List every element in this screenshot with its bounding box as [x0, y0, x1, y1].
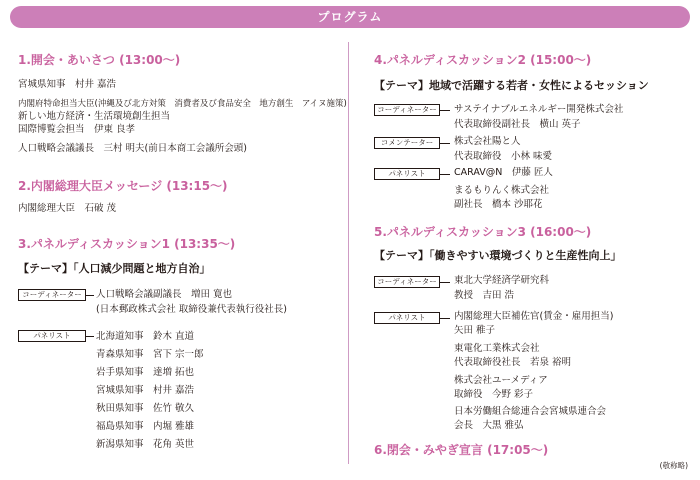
panelist-label: パネリスト [374, 168, 440, 180]
s1-line: 新しい地方経済・生活環境創生担当 [18, 111, 171, 122]
s4-panel-line: まるもりんく株式会社 [454, 185, 550, 196]
s5-panel-line: 代表取締役社長 若泉 裕明 [454, 357, 572, 368]
s3-panel-line: 岩手県知事 達増 拓也 [96, 367, 195, 378]
program-banner: プログラム [10, 6, 690, 28]
section-2-title: 2.内閣総理大臣メッセージ (13:15〜) [18, 179, 228, 193]
panelist-label: パネリスト [18, 330, 86, 342]
s1-line: 宮城県知事 村井 嘉浩 [18, 79, 117, 90]
s5-panel-line: 取締役 今野 彩子 [454, 389, 534, 400]
label-rule [86, 336, 94, 337]
s4-comment-line: 代表取締役 小林 味愛 [454, 151, 553, 162]
s3-panel-line: 青森県知事 宮下 宗一郎 [96, 349, 204, 360]
s5-panel-line: 内閣総理大臣補佐官(賃金・雇用担当) [454, 311, 614, 322]
panelist-label: パネリスト [374, 312, 440, 324]
s3-panel-line: 福島県知事 内堀 雅雄 [96, 421, 195, 432]
s1-line: 人口戦略会議議長 三村 明夫(前日本商工会議所会頭) [18, 143, 247, 154]
section-6-title: 6.閉会・みやぎ宣言 (17:05〜) [374, 443, 549, 457]
s3-theme: 【テーマ】「人口減少問題と地方自治」 [18, 262, 211, 275]
coordinator-label: コーディネーター [374, 104, 440, 116]
label-rule [440, 282, 450, 283]
s5-panel-line: 東電化工業株式会社 [454, 343, 540, 354]
s3-coord-line: (日本郵政株式会社 取締役兼代表執行役社長) [96, 304, 287, 315]
s5-coord-line: 東北大学経済学研究科 [454, 275, 550, 286]
s3-coord-line: 人口戦略会議副議長 増田 寛也 [96, 289, 233, 300]
s2-line: 内閣総理大臣 石破 茂 [18, 203, 117, 214]
s1-line: 内閣府特命担当大臣(沖縄及び北方対策 消費者及び食品安全 地方創生 アイヌ施策) [18, 99, 347, 109]
s3-panel-line: 新潟県知事 花角 英世 [96, 439, 195, 450]
s4-panel-line: 副社長 橋本 沙耶花 [454, 199, 543, 210]
section-5-title: 5.パネルディスカッション3 (16:00〜) [374, 225, 592, 239]
label-rule [440, 143, 450, 144]
s4-panel-line: CARAV@N 伊藤 匠人 [454, 167, 553, 178]
s3-panel-line: 北海道知事 鈴木 直道 [96, 331, 195, 342]
s4-theme: 【テーマ】地域で活躍する若者・女性によるセッション [374, 79, 649, 92]
s5-theme: 【テーマ】「働きやすい環境づくりと生産性向上」 [374, 249, 622, 262]
s5-panel-line: 日本労働組合総連合会宮城県連合会 [454, 406, 607, 417]
s5-panel-line: 会長 大黒 雅弘 [454, 420, 524, 431]
section-1-title: 1.開会・あいさつ (13:00〜) [18, 53, 181, 67]
s3-panel-line: 宮城県知事 村井 嘉浩 [96, 385, 195, 396]
s4-coord-line: 代表取締役副社長 横山 英子 [454, 119, 581, 130]
coordinator-label: コーディネーター [374, 276, 440, 288]
s5-coord-line: 教授 吉田 浩 [454, 290, 515, 301]
s4-comment-line: 株式会社陽と人 [454, 136, 521, 147]
coordinator-label: コーディネーター [18, 289, 86, 301]
s1-line: 国際博覧会担当 伊東 良孝 [18, 124, 136, 135]
section-4-title: 4.パネルディスカッション2 (15:00〜) [374, 53, 592, 67]
label-rule [440, 174, 450, 175]
honorifics-note: (敬称略) [659, 461, 688, 470]
column-divider [348, 42, 349, 464]
s5-panel-line: 株式会社ユーメディア [454, 375, 548, 386]
s4-coord-line: サステイナブルエネルギー開発株式会社 [454, 104, 624, 115]
label-rule [440, 318, 450, 319]
commentator-label: コメンテーター [374, 137, 440, 149]
label-rule [86, 295, 94, 296]
label-rule [440, 110, 450, 111]
s3-panel-line: 秋田県知事 佐竹 敬久 [96, 403, 195, 414]
section-3-title: 3.パネルディスカッション1 (13:35〜) [18, 237, 236, 251]
s5-panel-line: 矢田 稚子 [454, 325, 496, 336]
